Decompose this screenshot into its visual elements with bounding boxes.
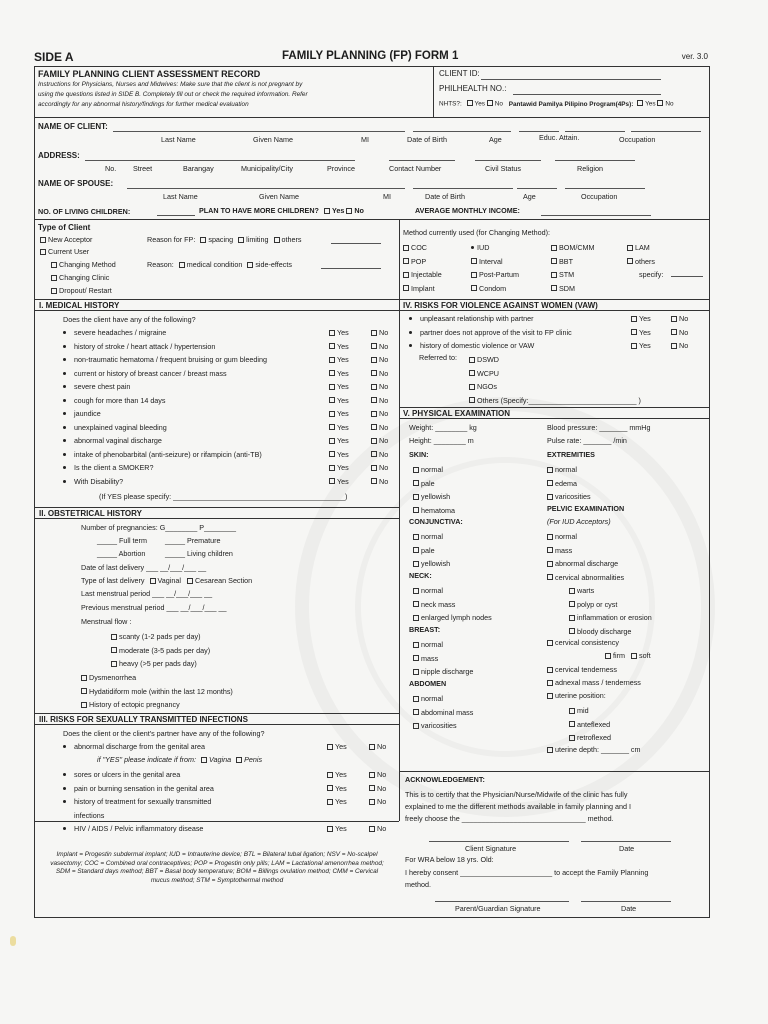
conjunctiva-checkbox-0[interactable] [413, 534, 419, 540]
type-of-client-title: Type of Client [38, 223, 91, 232]
income-field[interactable] [541, 215, 651, 216]
medical-item-1-yes-checkbox[interactable] [329, 343, 335, 349]
breast-item: nipple discharge [413, 665, 473, 679]
sti-1-no-checkbox[interactable] [369, 744, 375, 750]
menstrual-flow-list [111, 630, 210, 671]
sti-item-3-yes-checkbox[interactable] [327, 785, 333, 791]
skin-checkbox-2[interactable] [413, 494, 419, 500]
sti-item-4: history of treatment for sexually transmitted Yes No [63, 797, 399, 811]
disability-specify: (If YES please specify: ___________________________________________) [99, 492, 348, 501]
changing-method-checkbox[interactable] [51, 262, 57, 268]
limiting-checkbox[interactable] [238, 237, 244, 243]
vaw-item-1-yes-checkbox[interactable] [631, 329, 637, 335]
acknowledgement-text: This is to certify that the Physician/Nurse/Midwife of the clinic has fully explained to me the different methods available in family planning and I freely choose the _______________________________ method. [405, 790, 632, 823]
neck-item: neck mass [413, 598, 492, 612]
menstrual-flow-label: Menstrual flow : [81, 617, 132, 626]
firm-checkbox[interactable] [605, 653, 611, 659]
lam-checkbox[interactable] [627, 245, 633, 251]
client-signature-date-field[interactable] [581, 841, 671, 842]
referral-checkbox-3[interactable] [469, 397, 475, 403]
extremities-item: normal [547, 463, 591, 477]
abdomen-item: abdominal mass [413, 706, 473, 720]
medical-item-5: cough for more than 14 days Yes No [63, 396, 399, 410]
lmp-field[interactable]: Last menstrual period ___ __/___/___ __ [81, 589, 213, 598]
pelvic-item: abnormal discharge [547, 557, 624, 571]
hydatidiform-checkbox[interactable] [81, 688, 87, 694]
medical-item-0-yes-checkbox[interactable] [329, 330, 335, 336]
medical-item-10-no-checkbox[interactable] [371, 465, 377, 471]
spouse-age-field[interactable] [517, 188, 557, 189]
medical-item-4-no-checkbox[interactable] [371, 384, 377, 390]
vaw-header: IV. RISKS FOR VIOLENCE AGAINST WOMEN (VAW) [399, 299, 709, 311]
skin-checkbox-1[interactable] [413, 480, 419, 486]
neck-item: enlarged lymph nodes [413, 611, 492, 625]
skin-checkbox-3[interactable] [413, 507, 419, 513]
method-col-1: COC POP Injectable Implant [403, 241, 442, 295]
method-col-4: LAM others specify: [627, 241, 663, 282]
medical-condition-checkbox[interactable] [179, 262, 185, 268]
neck-checkbox-2[interactable] [413, 615, 419, 621]
soft-checkbox[interactable] [631, 653, 637, 659]
conjunctiva-checkbox-1[interactable] [413, 547, 419, 553]
client-dob-field[interactable] [413, 131, 511, 132]
contact-field[interactable] [389, 160, 455, 161]
abdomen-checkbox-2[interactable] [413, 723, 419, 729]
others-reason-field[interactable] [331, 243, 381, 244]
vaw-item-2-no-checkbox[interactable] [671, 343, 677, 349]
others-reason-checkbox[interactable] [274, 237, 280, 243]
pelvic-checkbox-1[interactable] [547, 547, 553, 553]
vaw-item-0-yes-checkbox[interactable] [631, 316, 637, 322]
medical-item-4: severe chest pain Yes No [63, 382, 399, 396]
side-label: SIDE A [34, 50, 74, 64]
plan-more-yes-checkbox[interactable] [324, 208, 330, 214]
cervical-abnormalities-list [569, 584, 652, 638]
height-field[interactable]: Height: ________ m [409, 436, 474, 445]
client-signature-field[interactable] [429, 841, 569, 842]
extremities-label: EXTREMITIES [547, 450, 595, 459]
sti-item-4-cont: infections [74, 810, 105, 820]
medical-item-4-yes-checkbox[interactable] [329, 384, 335, 390]
abdomen-checkbox-1[interactable] [413, 709, 419, 715]
client-name-field[interactable] [113, 131, 405, 132]
pmp-field[interactable]: Previous menstrual period ___ __/___/___ __ [81, 603, 227, 612]
pelvic-item: cervical abnormalities [547, 571, 624, 585]
4ps-yes-checkbox[interactable] [637, 100, 643, 106]
skin-list [413, 463, 455, 517]
bom-cmm-checkbox[interactable] [551, 245, 557, 251]
medical-item-11-yes-checkbox[interactable] [329, 478, 335, 484]
pelvic-exam-sub: (For IUD Acceptors) [547, 517, 611, 526]
referral-list [469, 353, 641, 407]
plan-more-children: PLAN TO HAVE MORE CHILDREN? Yes No [199, 206, 364, 215]
spouse-name-field[interactable] [127, 188, 405, 189]
record-title: FAMILY PLANNING CLIENT ASSESSMENT RECORD [38, 69, 261, 79]
full-term-field[interactable]: _____ Full term [97, 536, 147, 545]
cervical-tenderness-checkbox[interactable] [547, 667, 553, 673]
breast-item: mass [413, 652, 473, 666]
menstrual-flow-checkbox-0[interactable] [111, 634, 117, 640]
extremities-item: edema [547, 477, 591, 491]
method-specify-field[interactable] [671, 276, 703, 277]
coc-checkbox[interactable] [403, 245, 409, 251]
sti-item-5-yes-checkbox[interactable] [327, 826, 333, 832]
address-field[interactable] [85, 160, 355, 161]
religion-field[interactable] [555, 160, 635, 161]
pelvic-checkbox-3[interactable] [547, 574, 553, 580]
menstrual-flow-checkbox-1[interactable] [111, 647, 117, 653]
neck-list [413, 584, 492, 625]
consent-line[interactable]: I hereby consent _______________________ to accept the Family Planning [405, 868, 649, 877]
cervical-item: bloody discharge [569, 625, 652, 639]
client-educ-field[interactable] [565, 131, 625, 132]
abbreviation-footnote: Implant = Progestin subdermal implant; IUD = Intrauterine device; BTL = Bilateral tubal ligation; NSV = No-scalpel vasectomy; COC = Combined oral contraceptives; POP = Progestin only pills; LAM = Lactational amenorrhea method; SDM = Standard days method; BBT = Basal body temperature; BOM = Billings ovulation method; CMM = Cervical mucus method; STM = Symptothermal method [50, 851, 384, 884]
extremities-list [547, 463, 591, 504]
medical-question: Does the client have any of the following? [63, 315, 196, 324]
cervical-consistency-checkbox[interactable] [547, 640, 553, 646]
medical-item-3-yes-checkbox[interactable] [329, 370, 335, 376]
pelvic-checkbox-0[interactable] [547, 534, 553, 540]
instructions-line-3: accordingly for any abnormal history/findings for further medical evaluation [38, 101, 249, 108]
guardian-signature-field[interactable] [435, 901, 569, 902]
cervical-checkbox-3[interactable] [569, 628, 575, 634]
premature-field[interactable]: _____ Premature [165, 536, 221, 545]
menstrual-flow-checkbox-2[interactable] [111, 661, 117, 667]
implant-checkbox[interactable] [403, 285, 409, 291]
medical-item-8-no-checkbox[interactable] [371, 438, 377, 444]
side-effects-checkbox[interactable] [247, 262, 253, 268]
penis-checkbox[interactable] [236, 757, 242, 763]
fp-form-sheet [30, 48, 710, 918]
skin-checkbox-0[interactable] [413, 467, 419, 473]
medical-item-2: non-traumatic hematoma / frequent bruising or gum bleeding Yes No [63, 355, 399, 369]
nhts-yes-checkbox[interactable] [467, 100, 473, 106]
cervical-checkbox-1[interactable] [569, 601, 575, 607]
extremities-checkbox-1[interactable] [547, 480, 553, 486]
medical-item-7: unexplained vaginal bleeding Yes No [63, 423, 399, 437]
living-children-label: NO. OF LIVING CHILDREN: [38, 207, 131, 216]
plan-more-no-checkbox[interactable] [346, 208, 352, 214]
vaw-item-2: history of domestic violence or VAW Yes No [409, 341, 709, 355]
obstetrical-header: II. OBSTETRICAL HISTORY [35, 507, 399, 519]
medical-item-5-no-checkbox[interactable] [371, 397, 377, 403]
dropout-restart-checkbox[interactable] [51, 288, 57, 294]
neck-checkbox-0[interactable] [413, 588, 419, 594]
extremities-checkbox-0[interactable] [547, 467, 553, 473]
post-partum-checkbox[interactable] [471, 272, 477, 278]
medical-item-9-no-checkbox[interactable] [371, 451, 377, 457]
extremities-item: varicosities [547, 490, 591, 504]
civil-status-field[interactable] [475, 160, 541, 161]
medical-history-list [63, 328, 399, 490]
side-effects-field[interactable] [321, 268, 381, 269]
weight-field[interactable]: Weight: ________ kg [409, 423, 477, 432]
sti-item-5-no-checkbox[interactable] [369, 826, 375, 832]
breast-checkbox-2[interactable] [413, 669, 419, 675]
vaginal-delivery-checkbox[interactable] [150, 578, 156, 584]
medical-item-0-no-checkbox[interactable] [371, 330, 377, 336]
breast-checkbox-1[interactable] [413, 655, 419, 661]
medical-item-9: intake of phenobarbital (anti-seizure) or rifampicin (anti-TB) Yes No [63, 450, 399, 464]
dysmenorrhea-checkbox[interactable] [81, 675, 87, 681]
sti-1-yes-checkbox[interactable] [327, 744, 333, 750]
philhealth-field[interactable] [513, 94, 661, 95]
vaw-item-1: partner does not approve of the visit to FP clinic Yes No [409, 328, 709, 342]
cesarean-checkbox[interactable] [187, 578, 193, 584]
condom-checkbox[interactable] [471, 285, 477, 291]
address-label: ADDRESS: [38, 151, 80, 160]
abortion-field[interactable]: _____ Abortion [97, 549, 146, 558]
neck-checkbox-1[interactable] [413, 601, 419, 607]
medical-item-11-no-checkbox[interactable] [371, 478, 377, 484]
sti-list [63, 770, 399, 838]
pelvic-checkbox-2[interactable] [547, 561, 553, 567]
interval-checkbox[interactable] [471, 258, 477, 264]
vaw-item-2-yes-checkbox[interactable] [631, 343, 637, 349]
skin-item: pale [413, 477, 455, 491]
medical-item-1-no-checkbox[interactable] [371, 343, 377, 349]
blood-pressure-field[interactable]: Blood pressure: _______ mmHg [547, 423, 651, 432]
new-acceptor-checkbox[interactable] [40, 237, 46, 243]
breast-label: BREAST: [409, 625, 441, 634]
spouse-label: NAME OF SPOUSE: [38, 179, 114, 188]
referral-checkbox-0[interactable] [469, 357, 475, 363]
guardian-signature-date-field[interactable] [581, 901, 671, 902]
breast-list [413, 638, 473, 679]
pelvic-item: normal [547, 530, 624, 544]
uterine-item: mid [569, 704, 611, 718]
menstrual-flow-item: moderate (3-5 pads per day) [111, 644, 210, 658]
medical-item-6: jaundice Yes No [63, 409, 399, 423]
adnexal-mass-checkbox[interactable] [547, 680, 553, 686]
instructions-line-1: Instructions for Physicians, Nurses and Midwives: Make sure that the client is not pregnant by [38, 81, 303, 88]
nhts-no-checkbox[interactable] [487, 100, 493, 106]
iud-marked-bullet[interactable] [471, 246, 474, 249]
breast-item: normal [413, 638, 473, 652]
method-title: Method currently used (for Changing Method): [403, 228, 551, 237]
medical-item-3: current or history of breast cancer / breast mass Yes No [63, 369, 399, 383]
method-col-2: IUD Interval Post-Partum Condom [471, 241, 519, 295]
medical-item-10-yes-checkbox[interactable] [329, 465, 335, 471]
referral-checkbox-1[interactable] [469, 370, 475, 376]
uterine-checkbox-0[interactable] [569, 708, 575, 714]
ectopic-checkbox[interactable] [81, 702, 87, 708]
spacing-checkbox[interactable] [200, 237, 206, 243]
medical-item-11: With Disability? Yes No [63, 477, 399, 491]
uterine-item: retroflexed [569, 731, 611, 745]
referral-item: DSWD [469, 353, 641, 367]
others-method-checkbox[interactable] [627, 258, 633, 264]
page-mark [10, 936, 16, 946]
philhealth-label: PHILHEALTH NO.: [439, 84, 507, 93]
name-of-client-label: NAME OF CLIENT: [38, 122, 108, 131]
form-title: FAMILY PLANNING (FP) FORM 1 [282, 50, 459, 62]
spouse-dob-field[interactable] [413, 188, 513, 189]
neck-label: NECK: [409, 571, 432, 580]
uterine-item: anteflexed [569, 718, 611, 732]
abdomen-label: ABDOMEN [409, 679, 447, 688]
pulse-rate-field[interactable]: Pulse rate: _______ /min [547, 436, 627, 445]
vaw-item-0-no-checkbox[interactable] [671, 316, 677, 322]
sti-item-5: HIV / AIDS / Pelvic inflammatory disease Yes No [63, 824, 399, 838]
nhts-row: NHTS?: Yes No Pantawid Pamilya Pilipino Program(4Ps): Yes No [439, 100, 674, 108]
sti-question: Does the client or the client's partner have any of the following? [63, 729, 265, 738]
method-col-3: BOM/CMM BBT STM SDM [551, 241, 595, 295]
conjunctiva-list [413, 530, 450, 571]
medical-item-6-yes-checkbox[interactable] [329, 411, 335, 417]
sti-header: III. RISKS FOR SEXUALLY TRANSMITTED INFECTIONS [35, 713, 399, 725]
sti-item-3-no-checkbox[interactable] [369, 785, 375, 791]
skin-item: hematoma [413, 504, 455, 518]
skin-item: yellowish [413, 490, 455, 504]
stm-checkbox[interactable] [551, 272, 557, 278]
client-id-label: CLIENT ID: [439, 69, 480, 78]
uterine-position-checkbox[interactable] [547, 693, 553, 699]
sti-item-2: sores or ulcers in the genital area Yes No [63, 770, 399, 784]
breast-checkbox-0[interactable] [413, 642, 419, 648]
referral-item: Others (Specify:___________________________ ) [469, 394, 641, 408]
changing-clinic-checkbox[interactable] [51, 275, 57, 281]
sti-item-3: pain or burning sensation in the genital area Yes No [63, 784, 399, 798]
medical-item-2-yes-checkbox[interactable] [329, 357, 335, 363]
physical-exam-header: V. PHYSICAL EXAMINATION [399, 407, 709, 419]
vaw-list [409, 314, 709, 355]
conjunctiva-item: pale [413, 544, 450, 558]
cervical-item: warts [569, 584, 652, 598]
medical-item-7-no-checkbox[interactable] [371, 424, 377, 430]
medical-item-6-no-checkbox[interactable] [371, 411, 377, 417]
sdm-checkbox[interactable] [551, 285, 557, 291]
vagina-checkbox[interactable] [201, 757, 207, 763]
sti-item-2-no-checkbox[interactable] [369, 772, 375, 778]
abdomen-item: normal [413, 692, 473, 706]
extremities-checkbox-2[interactable] [547, 494, 553, 500]
pelvic-exam-label: PELVIC EXAMINATION [547, 504, 625, 513]
version-label: ver. 3.0 [681, 52, 708, 61]
income-label: AVERAGE MONTHLY INCOME: [415, 206, 520, 215]
menstrual-flow-item: scanty (1-2 pads per day) [111, 630, 210, 644]
current-user-checkbox[interactable] [40, 249, 46, 255]
medical-item-8-yes-checkbox[interactable] [329, 438, 335, 444]
wra-label: For WRA below 18 yrs. Old: [405, 855, 494, 864]
cervical-item: polyp or cyst [569, 598, 652, 612]
medical-item-8: abnormal vaginal discharge Yes No [63, 436, 399, 450]
abdomen-checkbox-0[interactable] [413, 696, 419, 702]
medical-item-2-no-checkbox[interactable] [371, 357, 377, 363]
instructions-line-2: using the questions listed in SIDE B. Completely fill out or check the required information. Refer [38, 91, 308, 98]
form-header [30, 48, 710, 66]
uterine-checkbox-2[interactable] [569, 735, 575, 741]
abdomen-list [413, 692, 473, 733]
pelvic-item: mass [547, 544, 624, 558]
neck-item: normal [413, 584, 492, 598]
abdomen-item: varicosities [413, 719, 473, 733]
client-age-field[interactable] [519, 131, 559, 132]
pelvic-list [547, 530, 624, 584]
living-children-field[interactable] [157, 215, 195, 216]
last-delivery-field[interactable]: Date of last delivery ___ __/___/___ __ [81, 563, 207, 572]
referral-item: WCPU [469, 367, 641, 381]
4ps-no-checkbox[interactable] [657, 100, 663, 106]
medical-item-7-yes-checkbox[interactable] [329, 424, 335, 430]
medical-item-10: Is the client a SMOKER? Yes No [63, 463, 399, 477]
living-children-field-2[interactable]: _____ Living children [165, 549, 233, 558]
client-id-field[interactable] [481, 79, 661, 80]
menstrual-flow-item: heavy (>5 per pads day) [111, 657, 210, 671]
form-box: FAMILY PLANNING CLIENT ASSESSMENT RECORD Instructions for Physicians, Nurses and Midwives: Make sure that the client is not pregnant by using the questions listed in SIDE B. Completely fill out or check the required information. Refer accordingly for any abnormal history/findings for further medical evaluation CLIENT ID: PHILHEALTH NO.: NHTS?: Yes No Pantawid Pamilya Pilipino Program(4Ps): Yes No NAME OF CLIENT: Last Name Given Name MI Date of Birth Age Educ. Attain. Occupation ADDRESS: No. Street Barangay Municipality/City Province Contact Number Civil Status Religion NAME OF SPOUSE: Last Name Given Name MI Date of Birth Age Occupation NO. OF LIVING CHILDREN: PLAN TO HAVE MORE CHILDREN? Yes No AVERAGE MONTHLY INCOME: Type of Client New Acceptor Reason for FP: spacing limiting others Current User Changing Method Reason: medical condition side-effects Changing Clinic Dropout/ Restart Method currently used (for Changing Method): COC POP Injectable Implant IUD Interval Post-Partum Condom BOM/CMM BBT STM SDM LAM others specify: I. MEDICAL HISTORY Does the client have any of the following? severe headaches / migraine Yes No history of stroke / heart attack / hypertension Yes No non-traumatic hematoma / frequent bruising or gum bleeding Yes No current or history of breast cancer / breast mass Yes No severe chest pain Yes No cough for more than 14 days Yes No jaundice Yes No unexplained vaginal bleeding Yes No abnormal vaginal discharge Yes No intake of phenobarbital (anti-seizure) or rifampicin (anti-TB) Yes No Is the client a SMOKER? Yes No With Disability? Yes No (If YES please specify: ___________________________________________) IV. RISKS FOR VIOLENCE AGAINST WOMEN (VAW) unpleasant relationship with partner Yes No partner does not approve of the visit to FP clinic Yes No history of domestic violence or VAW Yes No Referred to: DSWD WCPU NGOs Others (Specify:___________________________ ) V. PHYSICAL EXAMINATION Weight: ________ kg Height: ________ m Blood pressure: _______ mmHg Pulse rate: _______ /min SKIN: normal pale yellowish hematoma EXTREMITIES normal edema varicosities CONJUNCTIVA: normal pale yellowish PELVIC EXAMINATION (For IUD Acceptors) normal mass abnormal discharge cervical abnormalities warts polyp or cyst inflammation or erosion bloody discharge cervical consistency firm soft cervical tenderness adnexal mass / tenderness uterine position: mid anteflexed retroflexed uterine depth: _______ cm NECK: normal neck mass enlarged lymph nodes BREAST: normal mass nipple discharge ABDOMEN normal abdominal mass varicosities II. OBSTETRICAL HISTORY Number of pregnancies: G________ P________ _____ Full term _____ Premature _____ Abortion _____ Living children Date of last delivery ___ __/___/___ __ Type of last delivery Vaginal Cesarean Section Last menstrual period ___ __/___/___ __ Previous menstrual period ___ __/___/___ __ Menstrual flow : scanty (1-2 pads per day) moderate (3-5 pads per day) heavy (>5 per pads day) Dysmenorrhea Hydatidiform mole (within the last 12 months) History of ectopic pregnancy III. RISKS FOR SEXUALLY TRANSMITTED INFECTIONS Does the client or the client's partner have any of the following? abnormal discharge from the genital area Yes No if "YES" please indicate if from: Vagina Penis sores or ulcers in the genital area Yes No pain or burning sensation in the genital area Yes No history of treatment for sexually transmitted Yes No infections HIV / AIDS / Pelvic inflammatory disease Yes No Implant = Progestin subdermal implant; IUD = Intrauterine device; BTL = Bilateral tubal ligation; NSV = No-scalpel vasectomy; COC = Combined oral contraceptives; POP = Progestin only pills; LAM = Lactational amenorrhea method; SDM = Standard days method; BBT = Basal body temperature; BOM = Billings ovulation method; CMM = Cervical mucus method; STM = Symptothermal method ACKNOWLEDGEMENT: This is to certify that the Physician/Nurse/Midwife of the clinic has fully explained to me the different methods available in family planning and I freely choose the _______________________________ method. Client Signature Date For WRA below 18 yrs. Old: I hereby consent _______________________ to accept the Family Planning method. Parent/Guardian Signature Date [34, 66, 710, 918]
skin-item: normal [413, 463, 455, 477]
uterine-depth-checkbox[interactable] [547, 747, 553, 753]
pregnancies-field[interactable]: Number of pregnancies: G________ P________ [81, 523, 237, 532]
medical-item-9-yes-checkbox[interactable] [329, 451, 335, 457]
client-occupation-field[interactable] [631, 131, 701, 132]
cervical-checkbox-0[interactable] [569, 588, 575, 594]
medical-item-0: severe headaches / migraine Yes No [63, 328, 399, 342]
vaw-item-0: unpleasant relationship with partner Yes No [409, 314, 709, 328]
uterine-checkbox-1[interactable] [569, 721, 575, 727]
conjunctiva-label: CONJUNCTIVA: [409, 517, 463, 526]
medical-item-3-no-checkbox[interactable] [371, 370, 377, 376]
referral-checkbox-2[interactable] [469, 384, 475, 390]
conjunctiva-checkbox-2[interactable] [413, 561, 419, 567]
sti-item-1: abnormal discharge from the genital area Yes No [63, 742, 399, 751]
injectable-checkbox[interactable] [403, 272, 409, 278]
conjunctiva-item: yellowish [413, 557, 450, 571]
sti-item-4-no-checkbox[interactable] [369, 799, 375, 805]
sti-item-4-yes-checkbox[interactable] [327, 799, 333, 805]
cervical-checkbox-2[interactable] [569, 615, 575, 621]
conjunctiva-item: normal [413, 530, 450, 544]
medical-item-1: history of stroke / heart attack / hypertension Yes No [63, 342, 399, 356]
medical-item-5-yes-checkbox[interactable] [329, 397, 335, 403]
referred-to-label: Referred to: [419, 353, 457, 362]
sti-item-2-yes-checkbox[interactable] [327, 772, 333, 778]
uterine-position-list [569, 704, 611, 745]
acknowledgement-title: ACKNOWLEDGEMENT: [405, 775, 485, 784]
spouse-occupation-field[interactable] [565, 188, 645, 189]
bbt-checkbox[interactable] [551, 258, 557, 264]
pop-checkbox[interactable] [403, 258, 409, 264]
cervical-item: inflammation or erosion [569, 611, 652, 625]
medical-history-header: I. MEDICAL HISTORY [35, 299, 399, 311]
vaw-item-1-no-checkbox[interactable] [671, 329, 677, 335]
skin-label: SKIN: [409, 450, 429, 459]
referral-item: NGOs [469, 380, 641, 394]
